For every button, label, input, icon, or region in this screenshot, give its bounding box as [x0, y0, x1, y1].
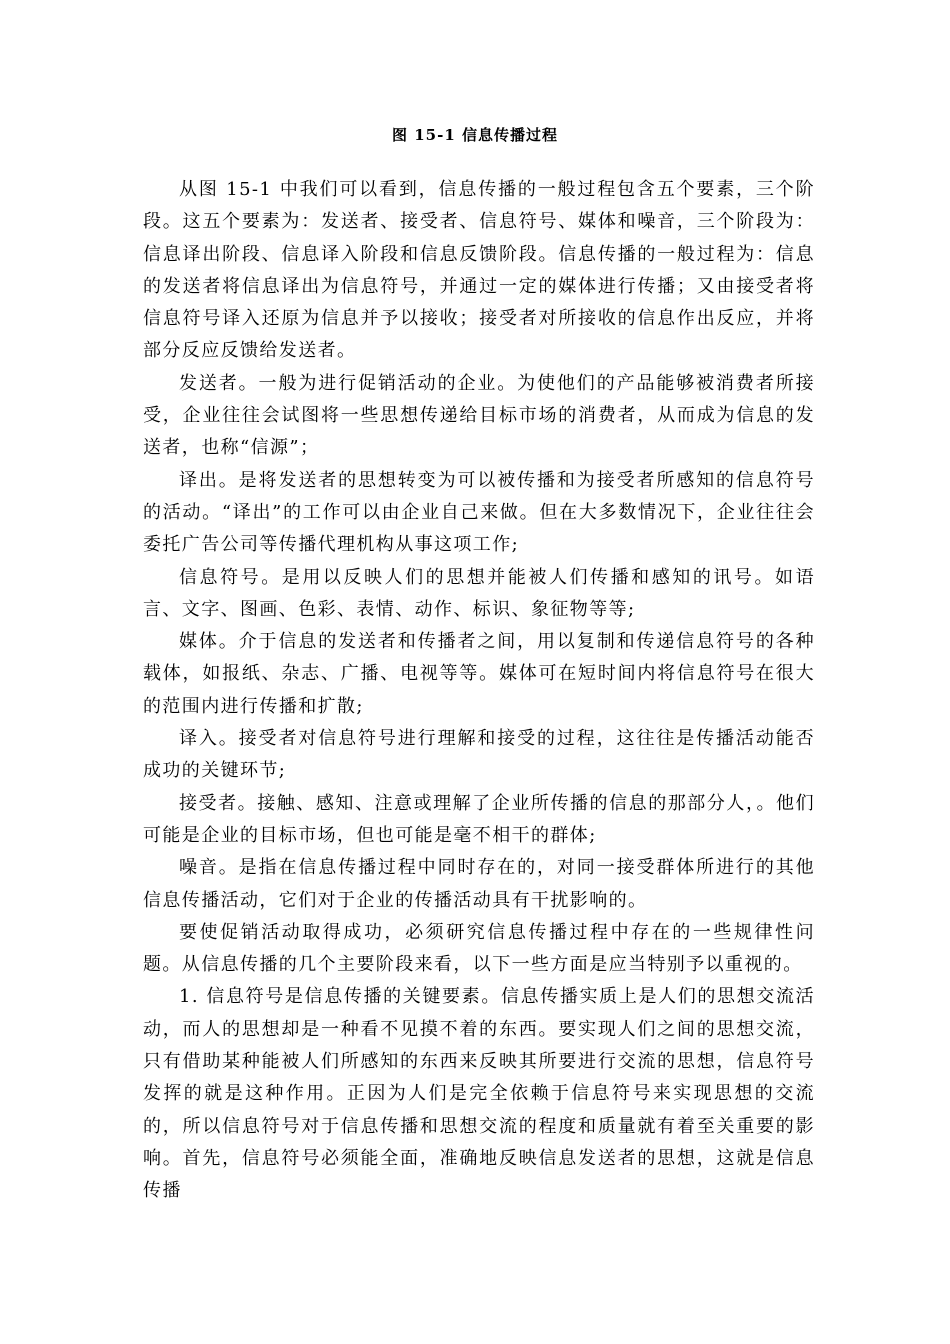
- paragraph-noise: 噪音。是指在信息传播过程中同时存在的，对同一接受群体所进行的其他信息传播活动，它们对于企业的传播活动具有干扰影响的。: [143, 857, 815, 911]
- paragraph-encoding: 译出。是将发送者的思想转变为可以被传播和为接受者所感知的信息符号的活动。“译出”的工作可以由企业自己来做。但在大多数情况下，企业往往会委托广告公司等传播代理机构从事这项工作;: [143, 469, 815, 556]
- paragraph-decoding: 译入。接受者对信息符号进行理解和接受的过程，这往往是传播活动能否成功的关键环节;: [143, 728, 815, 782]
- paragraph-message-symbol: 信息符号。是用以反映人们的思想并能被人们传播和感知的讯号。如语言、文字、图画、色彩、表情、动作、标识、象征物等等;: [143, 566, 815, 620]
- paragraph-overview: 从图 15-1 中我们可以看到，信息传播的一般过程包含五个要素，三个阶段。这五个要素为：发送者、接受者、信息符号、媒体和噪音，三个阶段为：信息译出阶段、信息译入阶段和信息反馈阶段。信息传播的一般过程为：信息的发送者将信息译出为信息符号，并通过一定的媒体进行传播；又由接受者将信息符号译入还原为信息并予以接收；接受者对所接收的信息作出反应，并将部分反应反馈给发送者。: [143, 179, 815, 362]
- body-text: [143, 174, 815, 1208]
- paragraph-promotion: 要使促销活动取得成功，必须研究信息传播过程中存在的一些规律性问题。从信息传播的几个主要阶段来看，以下一些方面是应当特别予以重视的。: [143, 921, 815, 976]
- paragraph-sender: 发送者。一般为进行促销活动的企业。为使他们的产品能够被消费者所接受，企业往往会试图将一些思想传递给目标市场的消费者，从而成为信息的发送者，也称“信源”；: [143, 372, 815, 459]
- paragraph-point-1: 1. 信息符号是信息传播的关键要素。信息传播实质上是人们的思想交流活动，而人的思想却是一种看不见摸不着的东西。要实现人们之间的思想交流，只有借助某种能被人们所感知的东西来反映其所要进行交流的思想，信息符号发挥的就是这种作用。正因为人们是完全依赖于信息符号来实现思想的交流的，所以信息符号对于信息传播和思想交流的程度和质量就有着至关重要的影响。首先，信息符号必须能全面，准确地反映信息发送者的思想，这就是信息传播: [143, 986, 815, 1202]
- paragraph-receiver: 接受者。接触、感知、注意或理解了企业所传播的信息的那部分人，。他们可能是企业的目标市场，但也可能是毫不相干的群体;: [143, 792, 815, 846]
- paragraph-media: 媒体。介于信息的发送者和传播者之间，用以复制和传递信息符号的各种载体，如报纸、杂志、广播、电视等等。媒体可在短时间内将信息符号在很大的范围内进行传播和扩散;: [143, 631, 815, 717]
- figure-caption: 图 15-1 信息传播过程: [392, 126, 558, 144]
